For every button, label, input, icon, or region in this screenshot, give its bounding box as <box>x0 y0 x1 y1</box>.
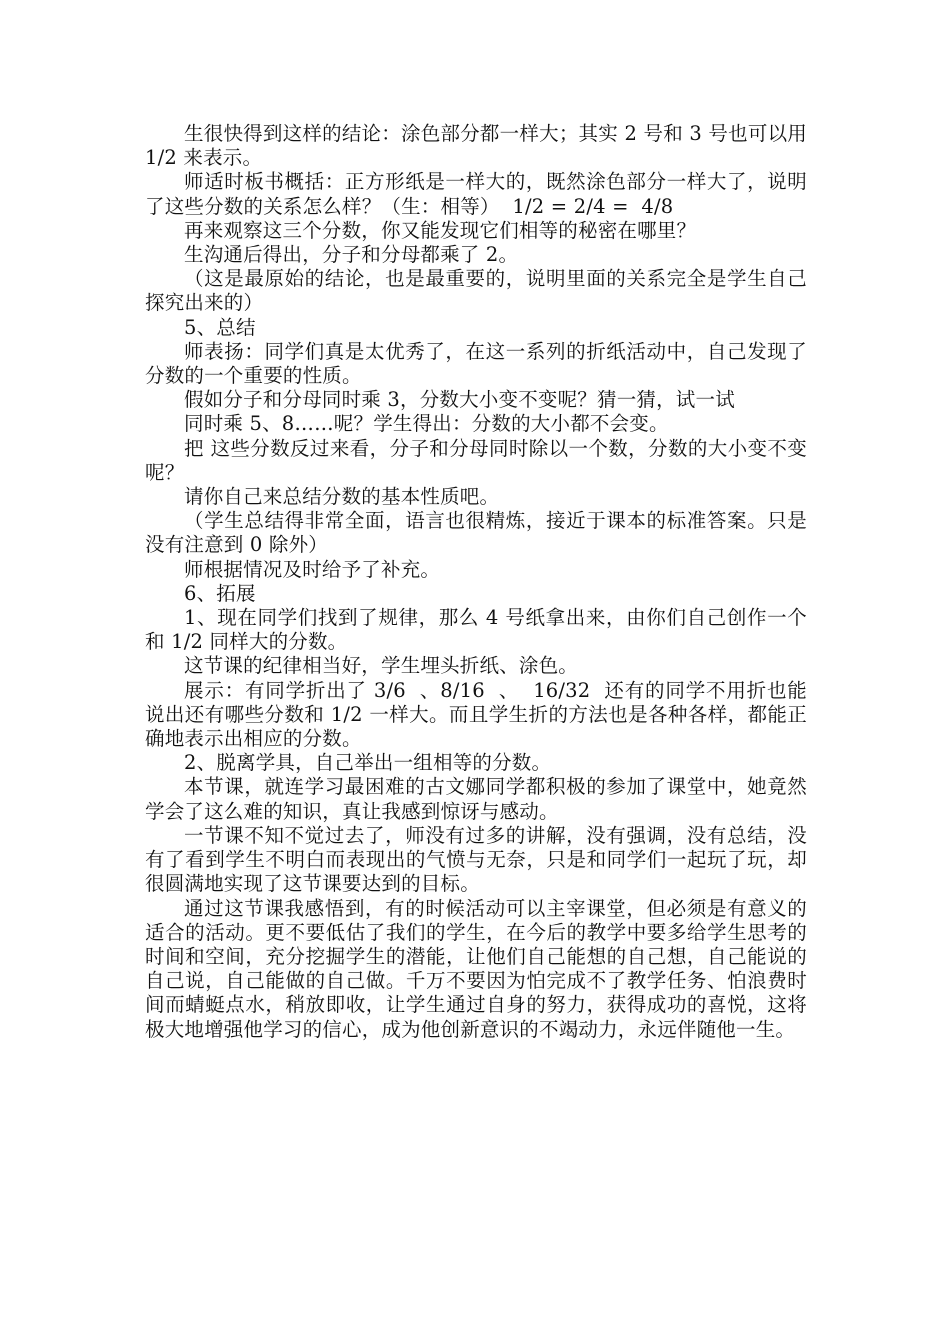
paragraph-conclusion: 生很快得到这样的结论：涂色部分都一样大；其实 2 号和 3 号也可以用 1/2 来表示。 <box>145 122 814 170</box>
paragraph-final-insight: 通过这节课我感悟到，有的时候活动可以主宰课堂，但必须是有意义的适合的活动。更不要低估了我们的学生，在今后的教学中要多给学生思考的时间和空间，充分挖掘学生的潜能，让他们自己能想的自己想，自己能说的自己说，自己能做的自己做。千万不要因为怕完成不了教学任务、怕浪费时间而蜻蜓点水，稍放即收，让学生通过自身的努力，获得成功的喜悦，这将极大地增强他学习的信心，成为他创新意识的不竭动力，永远伴随他一生。 <box>145 896 807 1041</box>
paragraph-student-summary-note: （学生总结得非常全面，语言也很精炼，接近于课本的标准答案。只是没有注意到 0 除外） <box>145 509 807 557</box>
paragraph-class-discipline: 这节课的纪律相当好，学生埋头折纸、涂色。 <box>184 654 579 678</box>
paragraph-teacher-praise: 师表扬：同学们真是太优秀了，在这一系列的折纸活动中，自己发现了分数的一个重要的性质。 <box>145 339 807 388</box>
paragraph-observe-fractions: 再来观察这三个分数，你又能发现它们相等的秘密在哪里？ <box>184 218 697 242</box>
section-heading-extension: 6、拓展 <box>184 581 256 605</box>
paragraph-class-reflection: 一节课不知不觉过去了，师没有过多的讲解，没有强调，没有总结，没有了看到学生不明白而表现出的气愤与无奈，只是和同学们一起玩了玩，却很圆满地实现了这节课要达到的目标。 <box>145 823 807 896</box>
paragraph-divide-reverse: 把 这些分数反过来看，分子和分母同时除以一个数，分数的大小变不变呢？ <box>145 436 807 484</box>
section-heading-summary: 5、总结 <box>184 315 256 339</box>
paragraph-showcase: 展示：有同学折出了 3/6 、8/16 、 16/32 还有的同学不用折也能说出还有哪些分数和 1/2 一样大。而且学生折的方法也是各种各样，都能正确地表示出相应的分数。 <box>145 678 807 751</box>
paragraph-multiply-two: 生沟通后得出，分子和分母都乘了 2。 <box>184 243 519 267</box>
paragraph-without-tools: 2、脱离学具，自己举出一组相等的分数。 <box>184 751 552 775</box>
paragraph-create-fraction: 1、现在同学们找到了规律，那么 4 号纸拿出来，由你们自己创作一个和 1/2 同样大的分数。 <box>145 606 807 654</box>
paragraph-board-summary: 师适时板书概括：正方形纸是一样大的，既然涂色部分一样大了，说明了这些分数的关系怎么样？（生：相等） 1/2 = 2/4 = 4/8 <box>145 170 807 218</box>
paragraph-teacher-supplement: 师根据情况及时给予了补充。 <box>184 557 441 581</box>
document-body <box>145 122 814 1042</box>
paragraph-original-conclusion-note: （这是最原始的结论，也是最重要的，说明里面的关系完全是学生自己探究出来的） <box>145 267 807 315</box>
paragraph-multiply-five-eight: 同时乘 5、8……呢？学生得出：分数的大小都不会变。 <box>184 412 669 436</box>
paragraph-multiply-three: 假如分子和分母同时乘 3，分数大小变不变呢？猜一猜，试一试 <box>184 388 735 412</box>
paragraph-struggling-student: 本节课，就连学习最困难的古文娜同学都积极的参加了课堂中，她竟然学会了这么难的知识，真让我感到惊讶与感动。 <box>145 775 807 823</box>
paragraph-summarize-property: 请你自己来总结分数的基本性质吧。 <box>184 485 500 509</box>
